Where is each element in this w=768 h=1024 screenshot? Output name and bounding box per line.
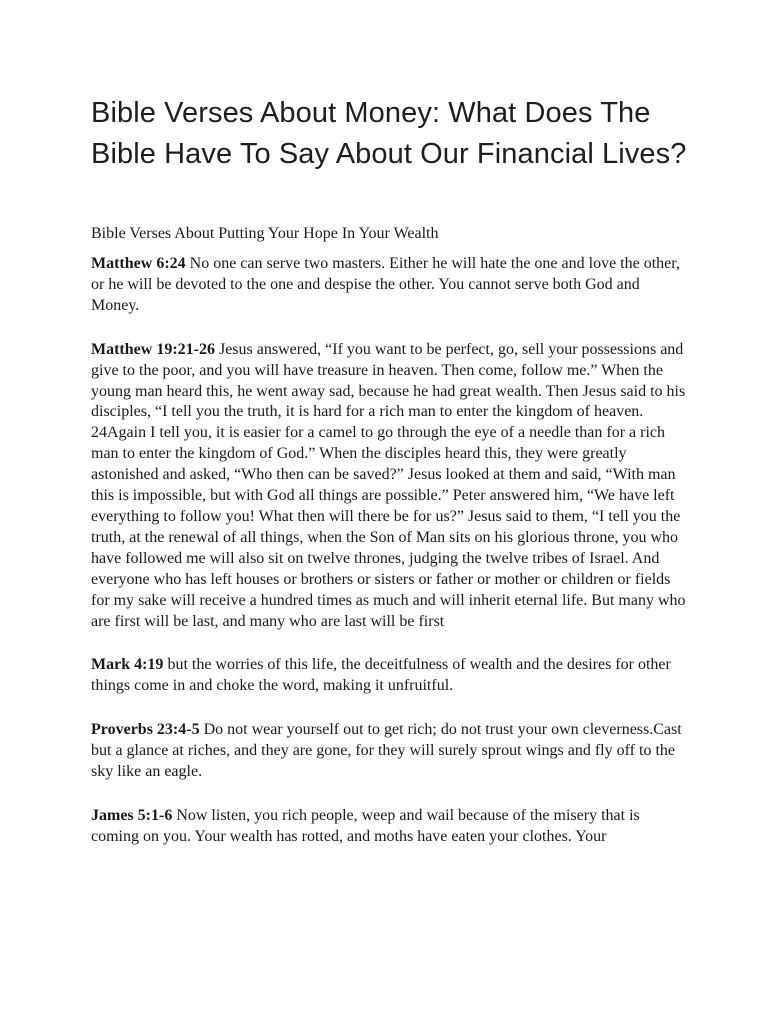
verse-text: Now listen, you rich people, weep and wail because of the misery that is coming on you. Your wealth has rotted, and moths have eaten your clothes. Your bbox=[91, 806, 640, 845]
verse-paragraph-matthew-6-24 bbox=[91, 254, 687, 317]
verse-paragraph-matthew-19-21-26 bbox=[91, 340, 687, 633]
verse-text: Do not wear yourself out to get rich; do not trust your own cleverness.Cast but a glance at riches, and they are gone, for they will surely sprout wings and fly off to the sky like an eagle. bbox=[91, 721, 682, 781]
verse-reference: Proverbs 23:4-5 bbox=[91, 721, 200, 739]
verse-text: Jesus answered, “If you want to be perfect, go, sell your possessions and give to the poor, and you will have treasure in heaven. Then come, follow me.” When the young man heard this, he went away sad, because he had great wealth. Then Jesus said to his disciples, “I tell you the truth, it is hard for a rich man to enter the kingdom of heaven. 24Again I tell you, it is easier for a camel to go through the eye of a needle than for a rich man to enter the kingdom of God.” When the disciples heard this, they were greatly astonished and asked, “Who then can be saved?” Jesus looked at them and said, “With man this is impossible, but with God all things are possible.” Peter answered him, “We have left everything to follow you! What then will there be for us?” Jesus said to them, “I tell you the truth, at the renewal of all things, when the Son of Man sits on his glorious throne, you who have followed me will also sit on twelve thrones, judging the twelve tribes of Israel. And everyone who has left houses or brothers or sisters or father or mother or children or fields for my sake will receive a hundred times as much and will inherit eternal life. But many who are first will be last, and many who are last will be first bbox=[91, 340, 686, 630]
verse-reference: Mark 4:19 bbox=[91, 656, 164, 674]
verse-text: No one can serve two masters. Either he will hate the one and love the other, or he will be devoted to the one and despise the other. You cannot serve both God and Money. bbox=[91, 255, 680, 314]
verse-text: but the worries of this life, the deceitfulness of wealth and the desires for other things come in and choke the word, making it unfruitful. bbox=[91, 656, 671, 695]
verse-reference: Matthew 6:24 bbox=[91, 255, 186, 272]
verse-paragraph-james-5-1-6 bbox=[91, 806, 687, 848]
verse-reference: Matthew 19:21-26 bbox=[91, 340, 215, 358]
document-title: Bible Verses About Money: What Does The Bible Have To Say About Our Financial Lives? bbox=[91, 97, 687, 170]
verse-reference: James 5:1-6 bbox=[91, 806, 173, 824]
section-heading: Bible Verses About Putting Your Hope In Your Wealth bbox=[91, 225, 439, 242]
document-page bbox=[91, 93, 691, 848]
verse-paragraph-proverbs-23-4-5 bbox=[91, 720, 687, 783]
verse-paragraph-mark-4-19 bbox=[91, 655, 687, 697]
